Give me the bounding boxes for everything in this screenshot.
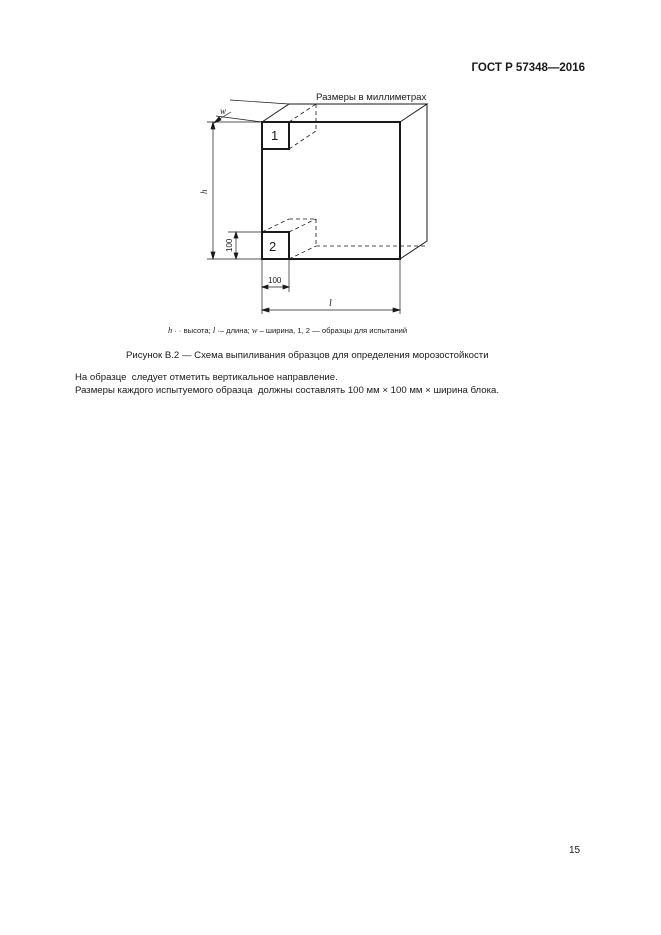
standard-id-header: ГОСТ Р 57348—2016: [471, 62, 585, 74]
block-front-face: [262, 122, 400, 259]
length-symbol: l: [329, 298, 332, 309]
dim-100-horizontal-label: 100: [268, 276, 282, 285]
legend-l-text: ·– длина;: [215, 326, 252, 335]
figure-caption: Рисунок В.2 — Схема выпиливания образцов для определения морозостойкости: [126, 350, 489, 361]
sample-2-hidden-edges: [262, 219, 427, 259]
legend-w-text: – ширина, 1, 2 — образцы для испытаний: [257, 326, 408, 335]
width-symbol: w: [220, 106, 227, 116]
height-symbol: h: [199, 189, 209, 194]
legend-h-text: · · высота;: [172, 326, 213, 335]
dimension-lines: [211, 112, 400, 312]
body-line: На образце следует отметить вертикальное направление.: [75, 372, 338, 383]
extension-lines: [207, 100, 400, 314]
sample-2-label: 2: [269, 239, 277, 254]
block-right-edge: [400, 104, 427, 259]
figure-legend: [168, 326, 407, 335]
legend-h-symbol: h: [168, 326, 173, 335]
dimensions-note: Размеры в миллиметрах: [316, 92, 427, 103]
sample-1-label: 1: [271, 128, 279, 143]
sample-1-hidden-edges: [289, 104, 316, 149]
page-number: 15: [569, 845, 581, 856]
legend-l-symbol: l: [212, 326, 216, 335]
legend-w-symbol: w: [251, 326, 258, 335]
dim-100-vertical-label: 100: [225, 238, 234, 252]
body-line: Размеры каждого испытуемого образца должны составлять 100 мм × 100 мм × ширина блока.: [75, 384, 500, 396]
block-top-edge: [262, 104, 427, 122]
body-text: [75, 372, 499, 397]
